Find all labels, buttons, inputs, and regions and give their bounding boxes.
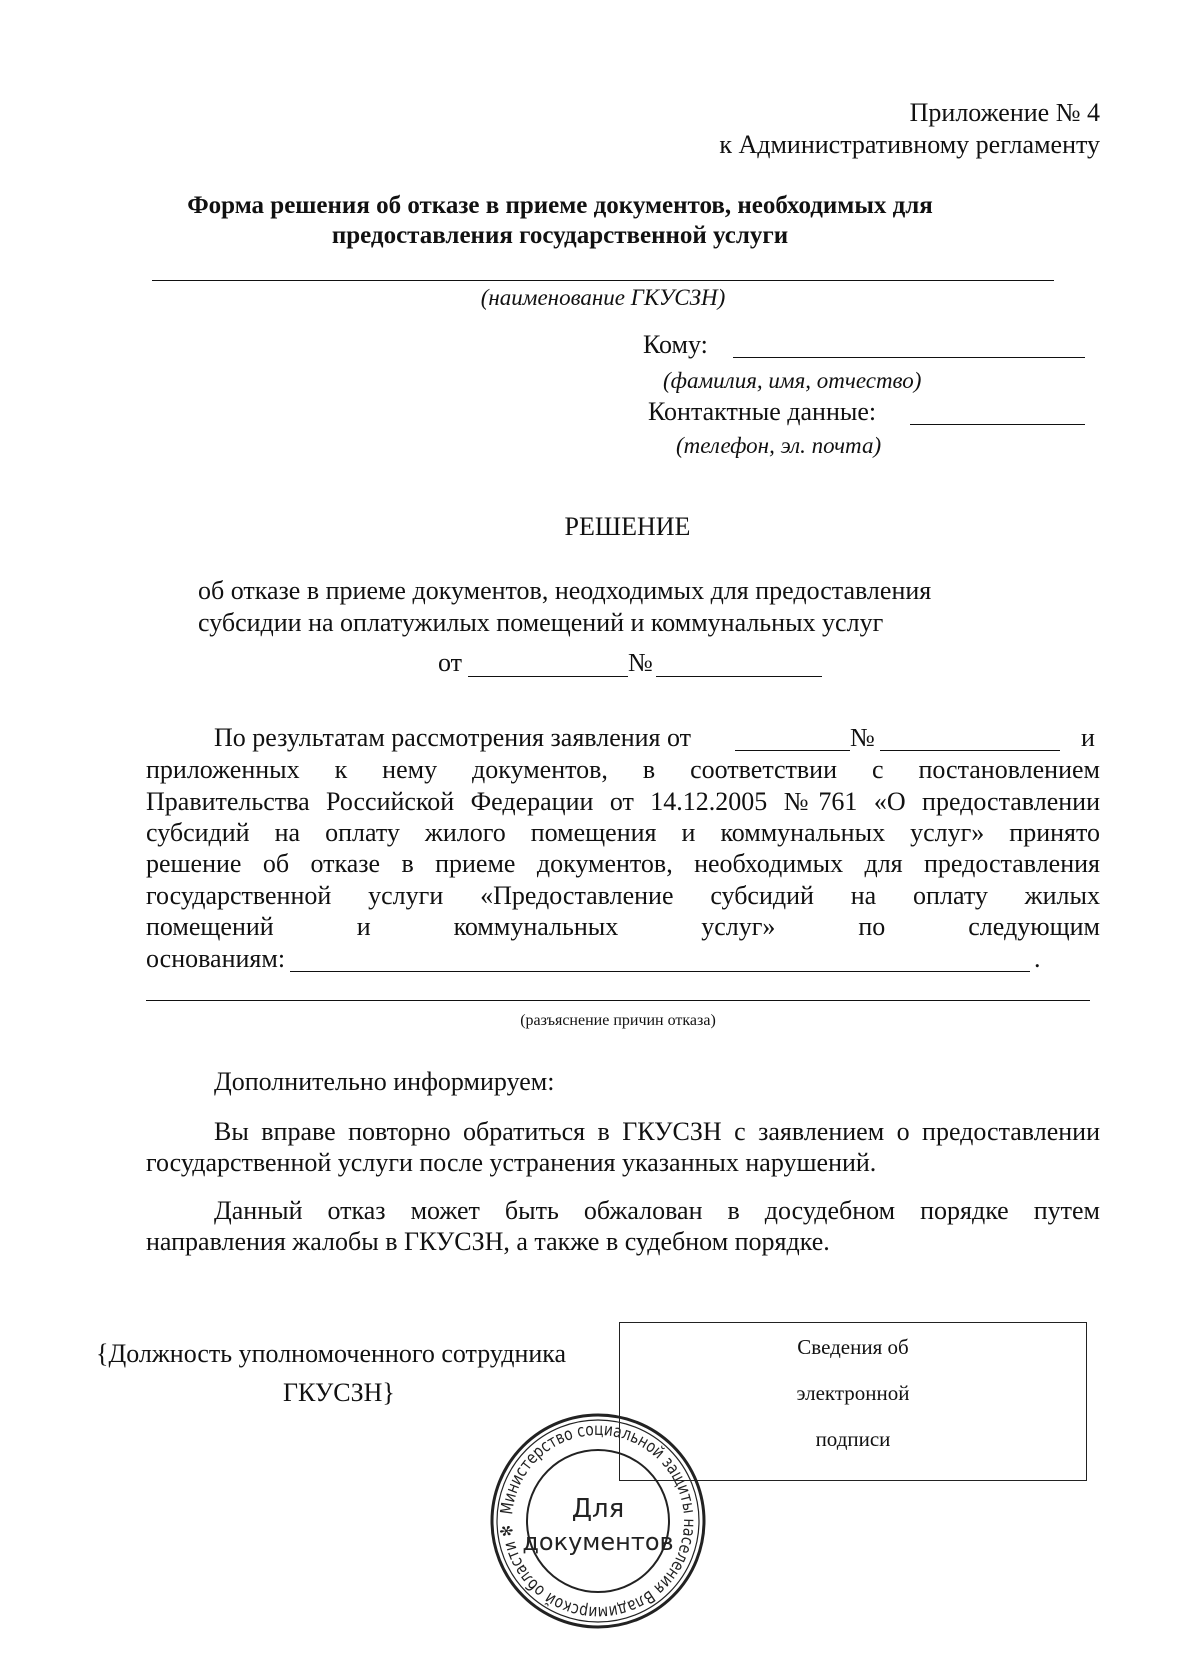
seal-center-line1: Для: [571, 1494, 625, 1524]
body-line6: государственной услуги «Предоставление субсидий на оплату жилых: [146, 881, 1100, 910]
decision-subtitle-line2: субсидии на оплатужилых помещений и коммунальных услуг: [198, 608, 884, 637]
info-heading: Дополнительно информируем:: [214, 1067, 555, 1096]
electronic-signature-box: [619, 1322, 1087, 1481]
regulation-reference: к Административному регламенту: [719, 130, 1100, 159]
body-line1-and: и: [1081, 723, 1095, 752]
official-position-line2: ГКУСЗН}: [283, 1378, 395, 1407]
official-position-line1: {Должность уполномоченного сотрудника: [96, 1339, 567, 1368]
contact-line: [910, 424, 1085, 425]
application-date-line: [735, 750, 850, 751]
decision-number-line: [656, 676, 822, 677]
decision-date-label: от: [438, 648, 463, 677]
contact-hint: (телефон, эл. почта): [676, 433, 882, 458]
org-name-line: [152, 280, 1054, 281]
reason-hint: (разъяснение причин отказа): [520, 1012, 716, 1029]
info-p2-line2: направления жалобы в ГКУСЗН, а также в судебном порядке.: [146, 1227, 830, 1256]
contact-label: Контактные данные:: [648, 397, 877, 426]
body-grounds-end: .: [1034, 944, 1041, 973]
application-number-line: [880, 750, 1060, 751]
recipient-name-line: [733, 357, 1085, 358]
info-p2-line1: Данный отказ может быть обжалован в досудебном порядке путем: [214, 1196, 1100, 1225]
body-line4: субсидий на оплату жилого помещения и коммунальных услуг» принято: [146, 818, 1100, 847]
esig-line1: Сведения об: [797, 1335, 909, 1359]
decision-number-label: №: [628, 648, 653, 677]
recipient-name-hint: (фамилия, имя, отчество): [663, 368, 922, 393]
info-p1-line2: государственной услуги после устранения указанных нарушений.: [146, 1148, 877, 1177]
body-grounds-label: основаниям:: [146, 944, 286, 973]
body-line5: решение об отказе в приеме документов, необходимых для предоставления: [146, 849, 1100, 878]
seal-ring-text: Министерство социальной защиты населения Владимирской области ✻: [496, 1419, 700, 1623]
body-line3: Правительства Российской Федерации от 14.12.2005 №761 «О предоставлении: [146, 787, 1100, 816]
body-line1-start: По результатам рассмотрения заявления от: [214, 723, 692, 752]
form-title-line2: предоставления государственной услуги: [331, 222, 789, 249]
recipient-label: Кому:: [643, 330, 708, 359]
esig-line3: подписи: [815, 1427, 891, 1451]
decision-date-line: [468, 676, 628, 677]
seal-center-line2: документов: [522, 1528, 674, 1556]
decision-subtitle-line1: об отказе в приеме документов, неодходимых для предоставления: [198, 576, 932, 605]
reason-line: [146, 1000, 1090, 1001]
body-line7: помещений и коммунальных услуг» по следующим: [146, 912, 1100, 941]
org-name-hint: (наименование ГКУСЗН): [480, 285, 726, 310]
decision-title: РЕШЕНИЕ: [564, 512, 691, 541]
grounds-line: [290, 971, 1030, 972]
appendix-number: Приложение № 4: [909, 98, 1100, 127]
info-p1-line1: Вы вправе повторно обратиться в ГКУСЗН с заявлением о предоставлении: [214, 1117, 1100, 1146]
body-line2: приложенных к нему документов, в соответствии с постановлением: [146, 755, 1100, 784]
esig-line2: электронной: [796, 1381, 910, 1405]
body-line1-number: №: [850, 723, 875, 752]
form-title-line1: Форма решения об отказе в приеме документов, необходимых для: [187, 192, 933, 219]
